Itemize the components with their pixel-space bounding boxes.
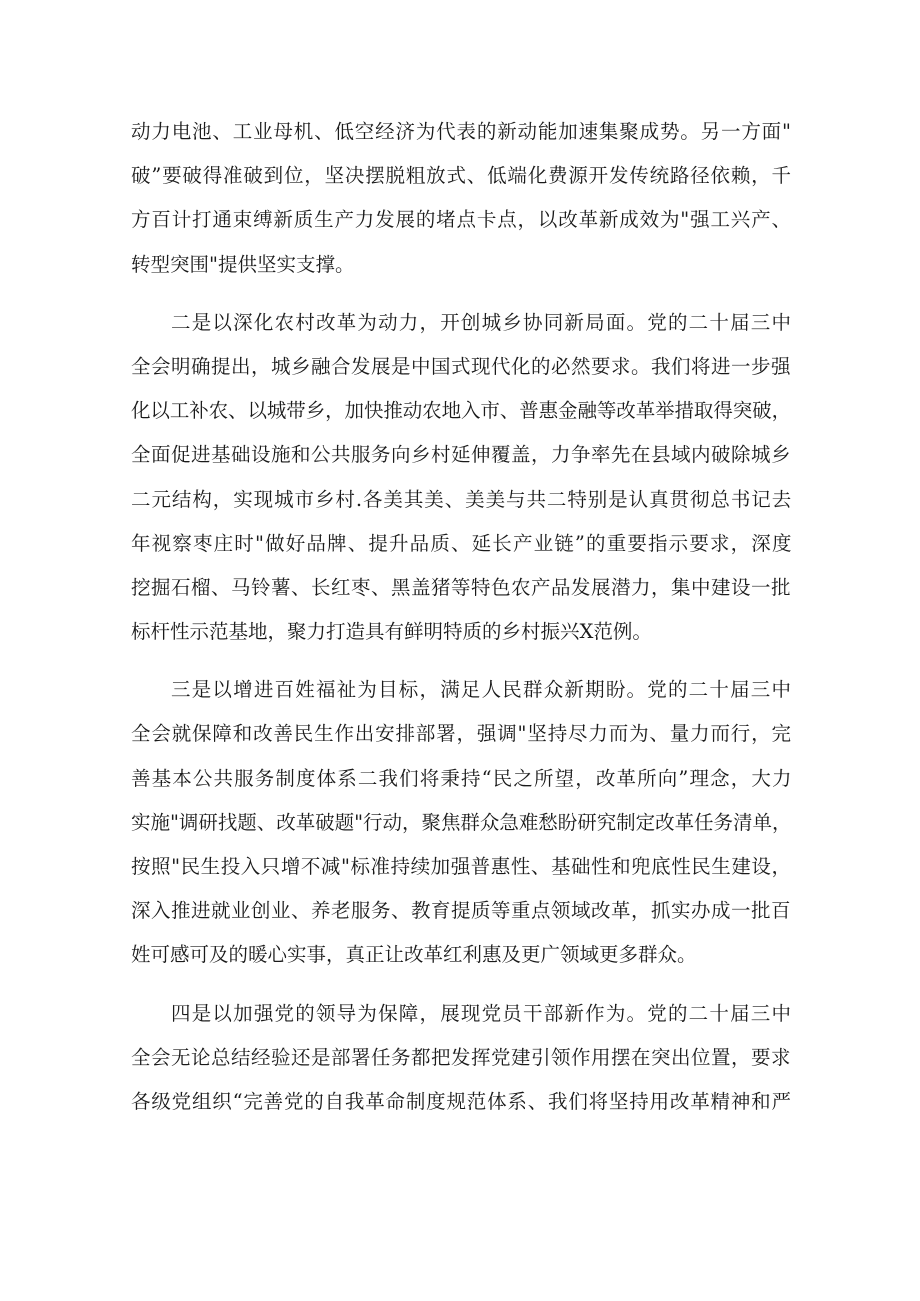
text-line: 四是以加强党的领导为保障，展现党员干部新作为。党的二十届三中: [171, 1001, 793, 1025]
document-body: [131, 110, 791, 1124]
text-line: 化以工补农、以城带乡，加快推动农地入市、普惠金融等改革举措取得突破，: [131, 399, 791, 423]
paragraph-1: [131, 110, 791, 287]
text-line: 年视察枣庄时"做好品牌、提升品质、延长产业链”的重要指示要求，深度: [131, 531, 793, 555]
text-line: 全会无论总结经验还是部署任务都把发挥党建引领作用摆在突出位置，要求: [131, 1045, 792, 1069]
text-line: 善基本公共服务制度体系二我们将秉持“民之所望，改革所向”理念，大力: [131, 766, 793, 790]
text-line: 二元结构，实现城市乡村.各美其美、美美与共二特别是认真贯彻总书记去: [131, 487, 793, 511]
paragraph-2: [131, 301, 791, 655]
paragraph-4: [131, 992, 791, 1125]
text-line: 实施"调研找题、改革破题"行动，聚焦群众急难愁盼研究制定改革任务清单，: [131, 810, 792, 834]
text-line: 姓可感可及的暖心实事，真正让改革红利惠及更广领域更多群众。: [131, 943, 697, 967]
text-line: 全会明确提出，城乡融合发展是中国式现代化的必然要求。我们将进一步强: [131, 354, 792, 378]
paragraph-3: [131, 668, 791, 977]
text-line: 转型突围"提供坚实支撑。: [131, 252, 355, 276]
text-line: 全会就保障和改善民生作出安排部署，强调"坚持尽力而为、量力而行，完: [131, 722, 792, 746]
text-line: 三是以增进百姓福祉为目标，满足人民群众新期盼。党的二十届三中: [171, 678, 793, 702]
text-line: 动力电池、工业母机、低空经济为代表的新动能加速集聚成势。另一方面": [131, 120, 792, 143]
text-line: 深入推进就业创业、养老服务、教育提质等重点领域改革，抓实办成一批百: [131, 899, 792, 923]
text-line: 按照"民生投入只增不减"标准持续加强普惠性、基础性和兜底性民生建设，: [131, 855, 792, 878]
text-line: 二是以深化农村改革为动力，开创城乡协同新局面。党的二十届三中: [171, 310, 793, 334]
text-line: 方百计打通束缚新质生产力发展的堵点卡点，以改革新成效为"强工兴产、: [131, 208, 792, 232]
text-line: 挖掘石榴、马铃薯、长红枣、黑盖猪等特色农产品发展潜力，集中建设一批: [131, 575, 792, 599]
text-line: 标杆性示范基地，聚力打造具有鲜明特质的乡村振兴X范例。: [131, 620, 652, 644]
text-line: 全面促进基础设施和公共服务向乡村延伸覆盖，力争率先在县域内破除城乡: [131, 443, 792, 467]
text-line: 各级党组织“完善党的自我革命制度规范体系、我们将坚持用改革精神和严: [131, 1089, 792, 1113]
text-line: 破”要破得准破到位，坚决摆脱粗放式、低端化费源开发传统路径依赖，千: [131, 164, 792, 188]
